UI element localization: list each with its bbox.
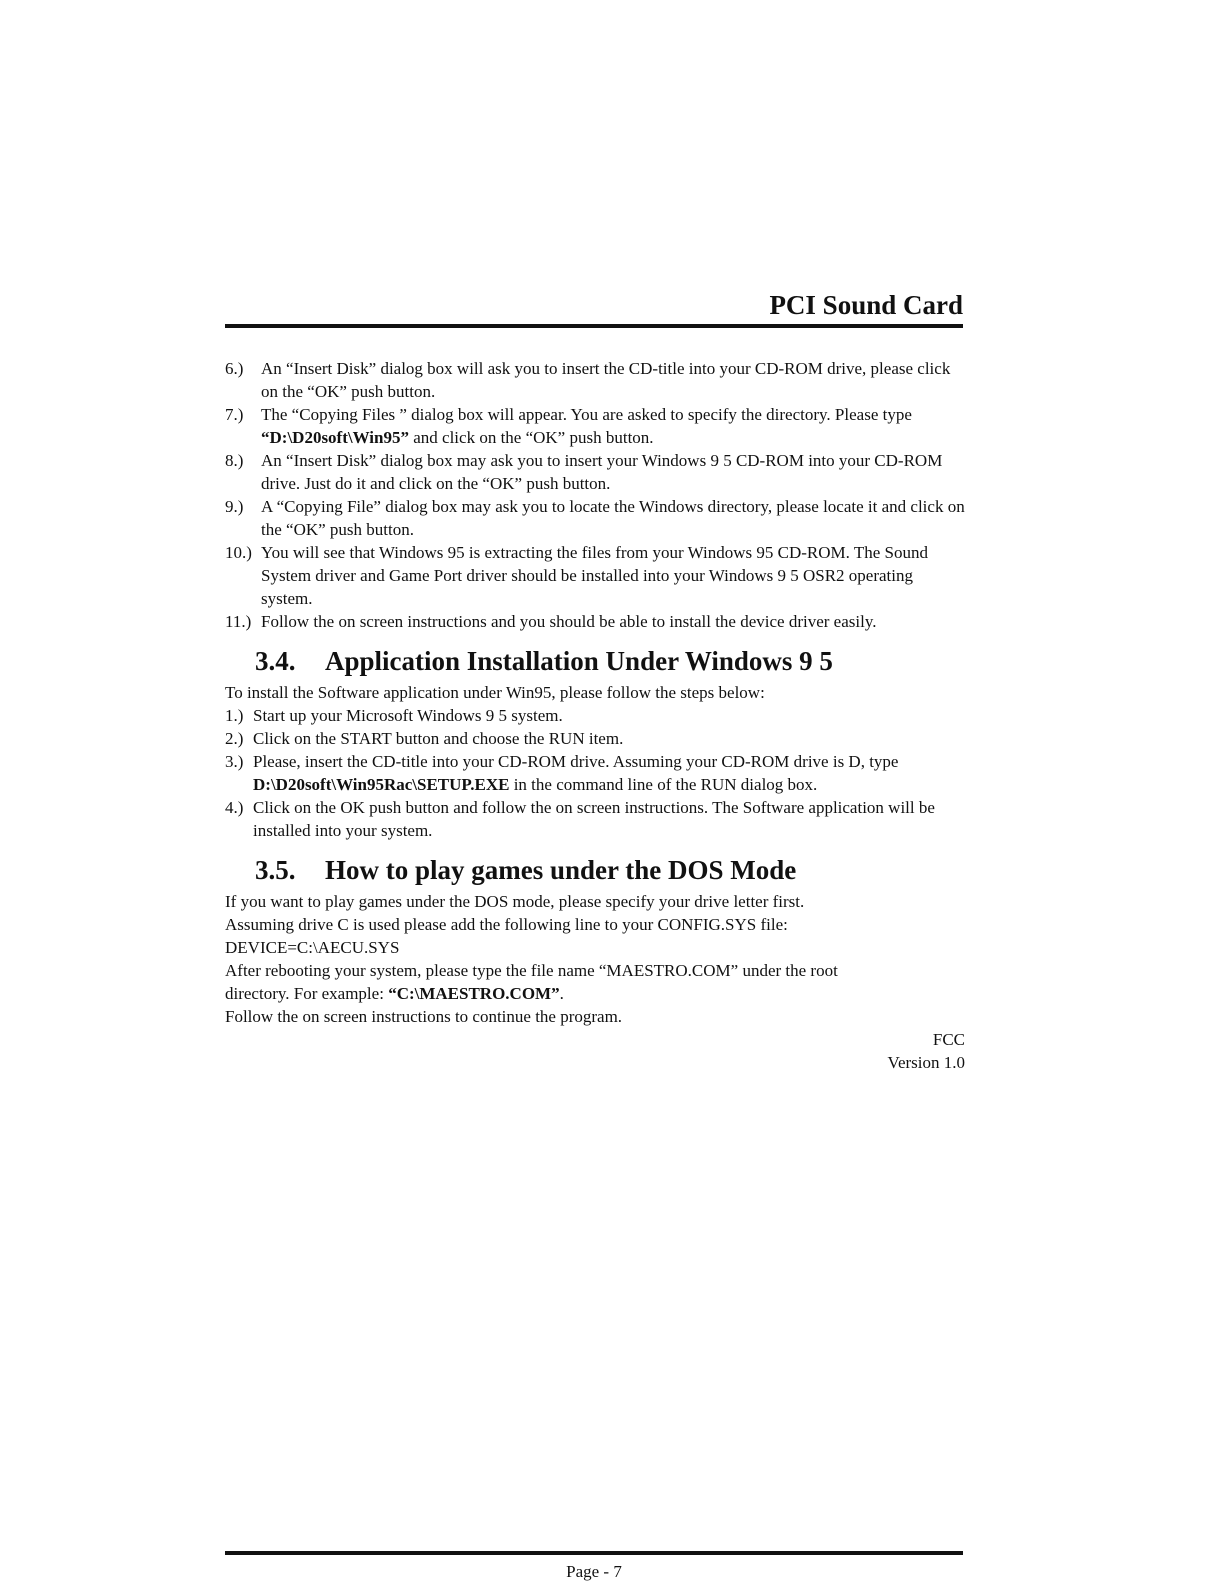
step-text: Follow the on screen instructions and you should be able to install the device driver easily.: [261, 612, 877, 631]
step-text: You will see that Windows 95 is extracting the files from your Windows 95 CD-ROM. The Sound System driver and Game Port driver should be installed into your Windows 9 5 OSR2 operating system.: [261, 543, 928, 608]
list-item: [225, 495, 965, 541]
fcc-note: FCC: [932, 1030, 965, 1049]
list-item: [225, 541, 965, 610]
list-item: [225, 727, 965, 750]
step-number: 10.): [225, 543, 252, 562]
section-title: How to play games under the DOS Mode: [325, 855, 797, 885]
section-heading-3-4: [255, 645, 965, 677]
section-intro: To install the Software application under Win95, please follow the steps below:: [225, 683, 765, 702]
step-number: 11.): [225, 612, 252, 631]
step-number: 2.): [225, 729, 244, 748]
step-number: 6.): [225, 359, 244, 378]
step-number: 3.): [225, 752, 244, 771]
step-text: in the command line of the RUN dialog box.: [509, 775, 818, 794]
step-number: 1.): [225, 706, 244, 725]
page-number: Page - 7: [566, 1562, 622, 1581]
driver-steps-list: [225, 357, 965, 633]
step-text: An “Insert Disk” dialog box may ask you to insert your Windows 9 5 CD-ROM into your CD-ROM drive. Just do it and click on the “OK” push button.: [261, 451, 943, 493]
step-text: An “Insert Disk” dialog box will ask you to insert the CD-title into your CD-ROM drive, please click on the “OK” push button.: [261, 359, 951, 401]
step-text: The “Copying Files ” dialog box will appear. You are asked to specify the directory. Please type: [261, 405, 912, 424]
example-label: directory. For example:: [225, 984, 389, 1003]
step-number: 9.): [225, 497, 244, 516]
step-text: and click on the “OK” push button.: [408, 428, 654, 447]
list-item: [225, 750, 965, 796]
version-note: Version 1.0: [887, 1053, 965, 1072]
section-number: 3.5.: [255, 855, 296, 885]
step-number: 7.): [225, 405, 244, 424]
list-item: [225, 796, 965, 842]
step-number: 4.): [225, 798, 244, 817]
section-title: Application Installation Under Windows 9 5: [325, 646, 833, 676]
step-number: 8.): [225, 451, 244, 470]
list-item: [225, 704, 965, 727]
step-text: Please, insert the CD-title into your CD-ROM drive. Assuming your CD-ROM drive is D, type: [253, 752, 899, 771]
step-text: Click on the OK push button and follow the on screen instructions. The Software application will be installed into your system.: [253, 798, 935, 840]
directory-path: “D:\D20soft\Win95”: [261, 428, 409, 447]
page-header-title: PCI Sound Card: [769, 290, 963, 320]
example-command: “C:\MAESTRO.COM”: [388, 984, 560, 1003]
paragraph-line: Assuming drive C is used please add the following line to your CONFIG.SYS file:: [225, 915, 788, 934]
app-steps-list: [225, 704, 965, 842]
list-item: [225, 403, 965, 449]
step-text: A “Copying File” dialog box may ask you to locate the Windows directory, please locate it and click on the “OK” push button.: [261, 497, 965, 539]
header-rule: [225, 324, 963, 328]
paragraph-line: Follow the on screen instructions to continue the program.: [225, 1007, 623, 1026]
main-content: [225, 357, 965, 1074]
section-number: 3.4.: [255, 646, 296, 676]
config-line: DEVICE=C:\AECU.SYS: [225, 938, 400, 957]
step-text: Start up your Microsoft Windows 9 5 system.: [253, 706, 563, 725]
list-item: [225, 449, 965, 495]
list-item: [225, 357, 965, 403]
step-text: Click on the START button and choose the RUN item.: [253, 729, 624, 748]
setup-path: D:\D20soft\Win95Rac\SETUP.EXE: [253, 775, 510, 794]
paragraph-line: After rebooting your system, please type the file name “MAESTRO.COM” under the root: [225, 961, 838, 980]
paragraph-line: If you want to play games under the DOS mode, please specify your drive letter first.: [225, 892, 805, 911]
section-heading-3-5: [255, 854, 965, 886]
list-item: [225, 610, 965, 633]
footer-rule: [225, 1551, 963, 1555]
punctuation: .: [559, 984, 564, 1003]
paragraph-line: [225, 982, 965, 1005]
